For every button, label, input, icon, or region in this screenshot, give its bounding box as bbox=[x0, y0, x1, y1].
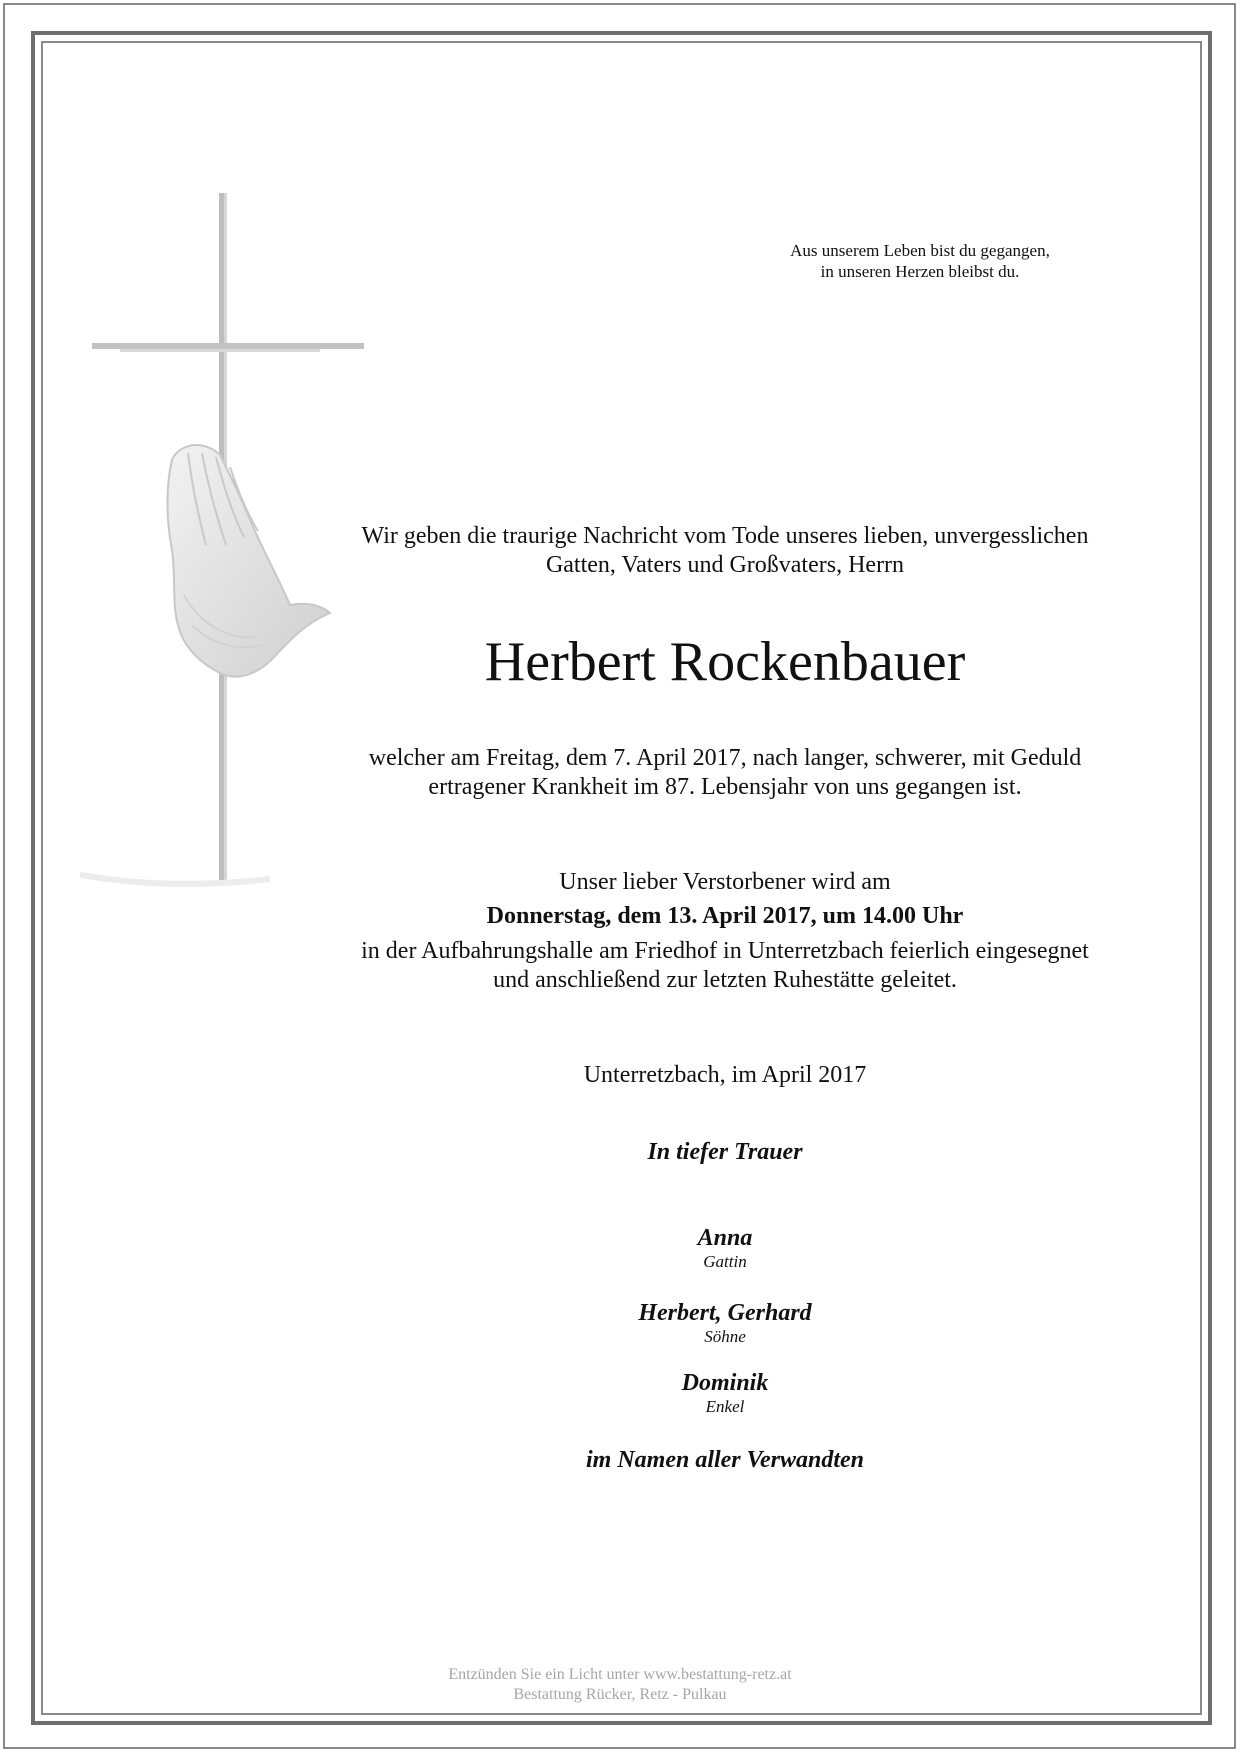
footer-candle-link: Entzünden Sie ein Licht unter www.bestattung-retz.at bbox=[448, 1666, 792, 1683]
mourner-role: Söhne bbox=[704, 1327, 746, 1346]
motto-line-1: Aus unserem Leben bist du gegangen, bbox=[790, 241, 1050, 260]
mourning-heading: In tiefer Trauer bbox=[647, 1139, 803, 1165]
deceased-name: Herbert Rockenbauer bbox=[484, 631, 966, 693]
ceremony-lead: Unser lieber Verstorbener wird am bbox=[559, 869, 891, 895]
intro-line-1: Wir geben die traurige Nachricht vom Tode unseres lieben, unvergesslichen bbox=[361, 523, 1089, 549]
passing-line-1: welcher am Freitag, dem 7. April 2017, nach langer, schwerer, mit Geduld bbox=[368, 745, 1082, 771]
ceremony-place-line-2: und anschließend zur letzten Ruhestätte geleitet. bbox=[493, 967, 957, 993]
motto-line-2: in unseren Herzen bleibst du. bbox=[820, 262, 1020, 281]
mourner-name: Herbert, Gerhard bbox=[638, 1300, 812, 1326]
ceremony-place bbox=[325, 937, 1125, 995]
intro-line-2: Gatten, Vaters und Großvaters, Herrn bbox=[545, 552, 905, 578]
mourner-role: Enkel bbox=[705, 1397, 745, 1416]
ceremony-place-line-1: in der Aufbahrungshalle am Friedhof in Unterretzbach feierlich eingesegnet bbox=[361, 938, 1089, 964]
motto bbox=[720, 240, 1120, 282]
mourner-role: Gattin bbox=[703, 1252, 747, 1271]
footer-funeral-home: Bestattung Rücker, Retz - Pulkau bbox=[513, 1686, 727, 1703]
passing-line-2: ertragener Krankheit im 87. Lebensjahr von uns gegangen ist. bbox=[428, 774, 1022, 800]
mourner-name: Anna bbox=[697, 1225, 753, 1251]
place-and-date: Unterretzbach, im April 2017 bbox=[583, 1062, 867, 1088]
passing-details bbox=[325, 744, 1125, 802]
announcement-intro bbox=[325, 522, 1125, 580]
footer bbox=[370, 1665, 870, 1705]
mourner-name: Dominik bbox=[681, 1370, 769, 1396]
ceremony-date: Donnerstag, dem 13. April 2017, um 14.00 Uhr bbox=[486, 903, 964, 929]
relatives-note: im Namen aller Verwandten bbox=[585, 1447, 865, 1473]
